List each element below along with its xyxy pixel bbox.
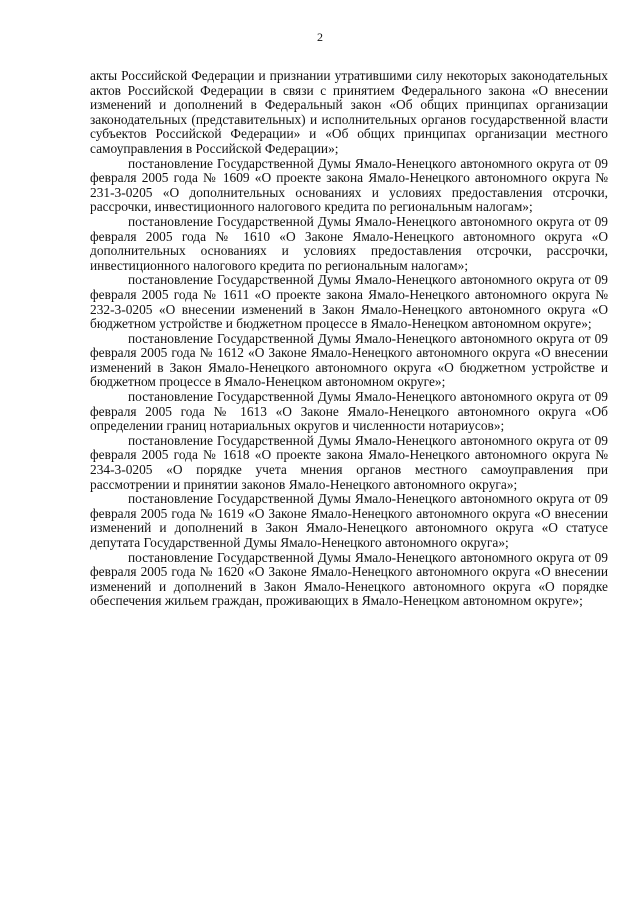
- paragraph-resolution-1619: постановление Государственной Думы Ямало-Ненецкого автономного округа от 09 февраля 2005 года № 1619 «О Законе Ямало-Ненецкого автономного округа «О внесении изменений и дополнений в Закон Ямало-Ненецкого автономного округа «О статусе депутата Государственной Думы Ямало-Ненецкого автономного округа»;: [90, 491, 608, 550]
- paragraph-resolution-1612: постановление Государственной Думы Ямало-Ненецкого автономного округа от 09 февраля 2005 года № 1612 «О Законе Ямало-Ненецкого автономного округа «О внесении изменений в Закон Ямало-Ненецкого автономного округа «О бюджетном устройстве и бюджетном процессе в Ямало-Ненецком автономном округе»;: [90, 330, 608, 390]
- document-body: [90, 69, 608, 609]
- paragraph-resolution-1618: постановление Государственной Думы Ямало-Ненецкого автономного округа от 09 февраля 2005 года № 1618 «О проекте закона Ямало-Ненецкого автономного округа № 234-3-0205 «О порядке учета мнения органов местного самоуправления при рассмотрении и принятии законов Ямало-Ненецкого автономного округа»;: [90, 432, 608, 492]
- paragraph-resolution-1613: постановление Государственной Думы Ямало-Ненецкого автономного округа от 09 февраля 2005 года № 1613 «О Законе Ямало-Ненецкого автономного округа «Об определении границ нотариальных округов и численности нотариусов»;: [90, 389, 608, 434]
- paragraph-continuation: акты Российской Федерации и признании утратившими силу некоторых законодательных актов Российской Федерации в связи с принятием Федерального закона «О внесении изменений и дополнений в Федеральный закон «Об общих принципах организации законодательных (представительных) и исполнительных органов государственной власти субъектов Российской Федерации» и «Об общих принципах организации местного самоуправления в Российской Федерации»;: [90, 68, 608, 156]
- paragraph-resolution-1620: постановление Государственной Думы Ямало-Ненецкого автономного округа от 09 февраля 2005 года № 1620 «О Законе Ямало-Ненецкого автономного округа «О внесении изменений и дополнений в Закон Ямало-Ненецкого автономного округа «О порядке обеспечения жильем граждан, проживающих в Ямало-Ненецком автономном округе»;: [90, 549, 608, 609]
- paragraph-resolution-1609: постановление Государственной Думы Ямало-Ненецкого автономного округа от 09 февраля 2005 года № 1609 «О проекте закона Ямало-Ненецкого автономного округа № 231-3-0205 «О дополнительных основаниях и условиях предоставления отсрочки, рассрочки, инвестиционного налогового кредита по региональным налогам»;: [90, 155, 608, 215]
- paragraph-resolution-1611: постановление Государственной Думы Ямало-Ненецкого автономного округа от 09 февраля 2005 года № 1611 «О проекте закона Ямало-Ненецкого автономного округа № 232-3-0205 «О внесении изменений в Закон Ямало-Ненецкого автономного округа «О бюджетном устройстве и бюджетном процессе в Ямало-Ненецком автономном округе»;: [90, 272, 608, 332]
- page-number: 2: [317, 30, 323, 44]
- paragraph-resolution-1610: постановление Государственной Думы Ямало-Ненецкого автономного округа от 09 февраля 2005 года № 1610 «О Законе Ямало-Ненецкого автономного округа «О дополнительных основаниях и условиях предоставления отсрочки, рассрочки, инвестиционного налогового кредита по региональным налогам»;: [90, 213, 608, 273]
